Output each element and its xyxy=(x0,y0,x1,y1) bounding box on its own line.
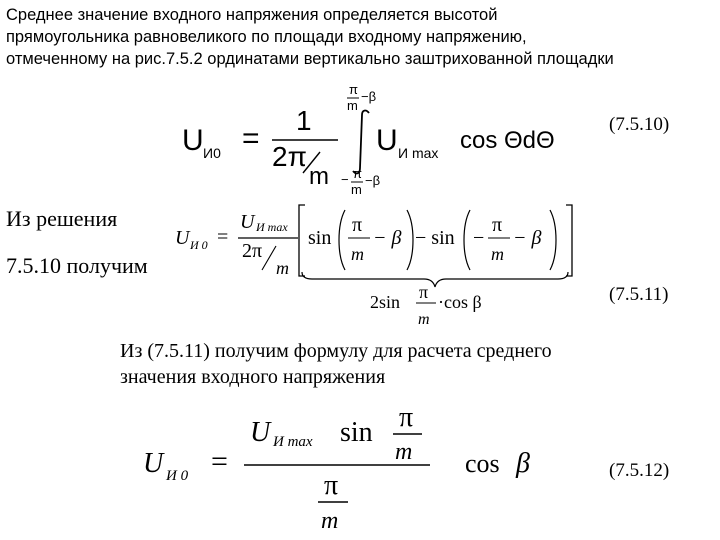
eq2-pi-2: π xyxy=(492,214,503,236)
eq1-lower-limit-sign: − xyxy=(341,172,349,187)
result-line-1: Из (7.5.11) получим формулу для расчета среднего xyxy=(120,340,552,362)
eq1-denominator-pi: 2π xyxy=(272,141,307,172)
eq1-lower-limit-m: m xyxy=(351,182,362,197)
eq3-num-sin: sin xyxy=(340,417,373,448)
eq1-upper-limit-tail: −β xyxy=(361,89,377,104)
eq1-integrand-u: U xyxy=(376,124,398,157)
eq2-den-pi: 2π xyxy=(242,240,263,262)
eq3-den-pi: π xyxy=(324,470,339,501)
eq3-number: (7.5.12) xyxy=(609,460,670,481)
eq3-num-u: U xyxy=(250,417,271,448)
eq1-lhs-sub: И0 xyxy=(203,145,221,161)
eq3-cos: cos xyxy=(465,449,500,478)
eq1-upper-limit-m: m xyxy=(347,98,358,113)
intro-line-2: прямоугольника равновеликого по площади входному напряжению, xyxy=(6,28,527,46)
intro-line-1: Среднее значение входного напряжения определяется высотой xyxy=(6,6,498,24)
eq2-lhs-sub: И 0 xyxy=(190,238,208,252)
eq1-upper-limit-pi: π xyxy=(349,82,358,97)
eq2-m-1: m xyxy=(351,244,364,264)
eq2-minus-beta-2: − β xyxy=(513,227,542,249)
eq1-number: (7.5.10) xyxy=(609,114,670,135)
eq2-num-u-sub: И max xyxy=(256,220,288,234)
eq3-equals: = xyxy=(211,445,228,478)
eq2-m-2: m xyxy=(491,244,504,264)
eq3-den-m: m xyxy=(321,508,339,534)
eq2-number: (7.5.11) xyxy=(609,284,669,305)
eq3-num-u-sub: И max xyxy=(273,434,313,450)
eq3-lhs-sub: И 0 xyxy=(166,468,189,484)
eq1-integrand-tail: cos ΘdΘ xyxy=(460,127,555,154)
eq2-equals: = xyxy=(217,226,229,248)
result-line-2: значения входного напряжения xyxy=(120,366,386,388)
eq2-den-m: m xyxy=(276,258,289,278)
eq2-brace-m: m xyxy=(418,311,430,328)
eq2-num-u: U xyxy=(240,211,255,233)
eq1-numerator: 1 xyxy=(296,105,312,136)
solution-line-2: 7.5.10 получим xyxy=(6,253,148,278)
eq1-equals: = xyxy=(242,122,260,155)
eq3-beta: β xyxy=(516,448,530,479)
eq1-integrand-sub: И max xyxy=(398,145,439,161)
eq2-pi-1: π xyxy=(352,214,363,236)
solution-line-1: Из решения xyxy=(6,206,118,231)
eq2-brace-cos: ·cos β xyxy=(438,292,482,312)
intro-line-3: отмеченному на рис.7.5.2 ординатами вертикально заштрихованной площадки xyxy=(6,50,614,68)
eq1-lower-limit-pi: π xyxy=(353,166,362,181)
eq1-lower-limit-tail: −β xyxy=(365,173,381,188)
eq1-lhs: U xyxy=(182,124,204,157)
eq3-num-m: m xyxy=(395,439,413,465)
eq2-mid-minus-sin: − sin xyxy=(415,227,455,249)
eq2-minus-beta-1: − β xyxy=(373,227,402,249)
eq2-brace-pi: π xyxy=(419,282,429,302)
eq1-denominator-m: m xyxy=(309,163,329,190)
eq3-num-pi: π xyxy=(399,402,414,433)
eq2-lhs: U xyxy=(175,227,190,249)
eq2-sin-1: sin xyxy=(308,227,332,249)
eq3-lhs: U xyxy=(143,448,164,479)
eq2-brace-sin: 2sin xyxy=(370,292,401,312)
eq2-minus-2: − xyxy=(473,227,485,249)
